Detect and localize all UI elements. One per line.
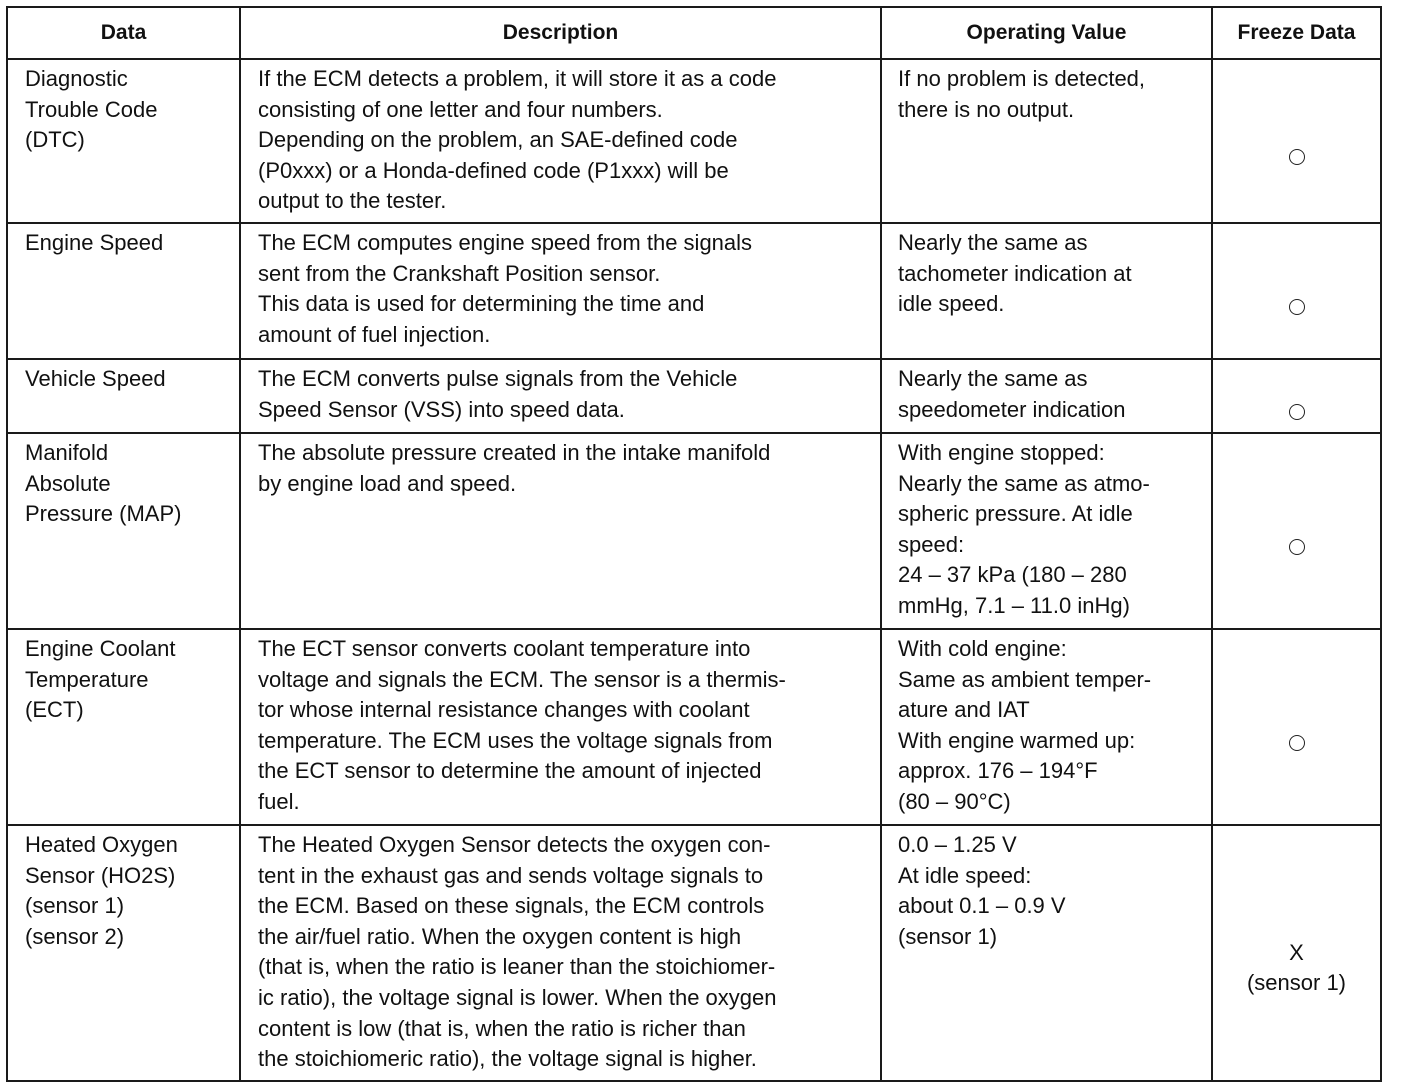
freeze-data-cell — [1212, 59, 1381, 223]
operating-value-cell: Nearly the same as speedometer indication — [881, 359, 1212, 433]
table-row — [7, 223, 1381, 359]
description-cell: The ECT sensor converts coolant temperature into voltage and signals the ECM. The sensor is a thermis- tor whose internal resistance changes with coolant temperature. The ECM uses the voltage signals from the ECT sensor to determine the amount of injected fuel. — [240, 629, 881, 825]
circle-icon — [1289, 539, 1305, 555]
data-name-cell: Engine Speed — [7, 223, 240, 359]
circle-icon — [1289, 735, 1305, 751]
operating-value-cell: 0.0 – 1.25 V At idle speed: about 0.1 – 0.9 V (sensor 1) — [881, 825, 1212, 1081]
table-row — [7, 59, 1381, 223]
description-cell: The absolute pressure created in the intake manifold by engine load and speed. — [240, 433, 881, 629]
table-row — [7, 629, 1381, 825]
table-row — [7, 825, 1381, 1081]
circle-icon — [1289, 149, 1305, 165]
description-cell: If the ECM detects a problem, it will store it as a code consisting of one letter and four numbers. Depending on the problem, an SAE-defined code (P0xxx) or a Honda-defined code (P1xxx) will be output to the tester. — [240, 59, 881, 223]
header-freeze-data: Freeze Data — [1212, 7, 1381, 59]
circle-icon — [1289, 404, 1305, 420]
description-cell: The ECM computes engine speed from the signals sent from the Crankshaft Position sensor. This data is used for determining the time and amount of fuel injection. — [240, 223, 881, 359]
header-data: Data — [7, 7, 240, 59]
data-name-cell: Diagnostic Trouble Code (DTC) — [7, 59, 240, 223]
table-row — [7, 433, 1381, 629]
operating-value-cell: If no problem is detected, there is no output. — [881, 59, 1212, 223]
freeze-data-cell — [1212, 825, 1381, 1081]
operating-value-cell: Nearly the same as tachometer indication at idle speed. — [881, 223, 1212, 359]
operating-value-cell: With engine stopped: Nearly the same as atmo- spheric pressure. At idle speed: 24 – 37 kPa (180 – 280 mmHg, 7.1 – 11.0 inHg) — [881, 433, 1212, 629]
description-cell: The ECM converts pulse signals from the Vehicle Speed Sensor (VSS) into speed data. — [240, 359, 881, 433]
header-row — [7, 7, 1381, 59]
header-operating-value: Operating Value — [881, 7, 1212, 59]
freeze-data-cell — [1212, 359, 1381, 433]
freeze-data-value: X (sensor 1) — [1246, 940, 1347, 995]
header-description: Description — [240, 7, 881, 59]
circle-icon — [1289, 299, 1305, 315]
freeze-data-cell — [1212, 433, 1381, 629]
freeze-data-cell — [1212, 629, 1381, 825]
data-list-table — [6, 6, 1382, 1082]
table-row — [7, 359, 1381, 433]
data-name-cell: Engine Coolant Temperature (ECT) — [7, 629, 240, 825]
operating-value-cell: With cold engine: Same as ambient temper- ature and IAT With engine warmed up: approx. 176 – 194°F (80 – 90°C) — [881, 629, 1212, 825]
data-name-cell: Vehicle Speed — [7, 359, 240, 433]
description-cell: The Heated Oxygen Sensor detects the oxygen con- tent in the exhaust gas and sends voltage signals to the ECM. Based on these signals, the ECM controls the air/fuel ratio. When the oxygen content is high (that is, when the ratio is leaner than the stoichiomer- ic ratio), the voltage signal is lower. When the oxygen content is low (that is, when the ratio is richer than the stoichiomeric ratio), the voltage signal is higher. — [240, 825, 881, 1081]
data-name-cell: Manifold Absolute Pressure (MAP) — [7, 433, 240, 629]
freeze-data-cell — [1212, 223, 1381, 359]
data-name-cell: Heated Oxygen Sensor (HO2S) (sensor 1) (sensor 2) — [7, 825, 240, 1081]
